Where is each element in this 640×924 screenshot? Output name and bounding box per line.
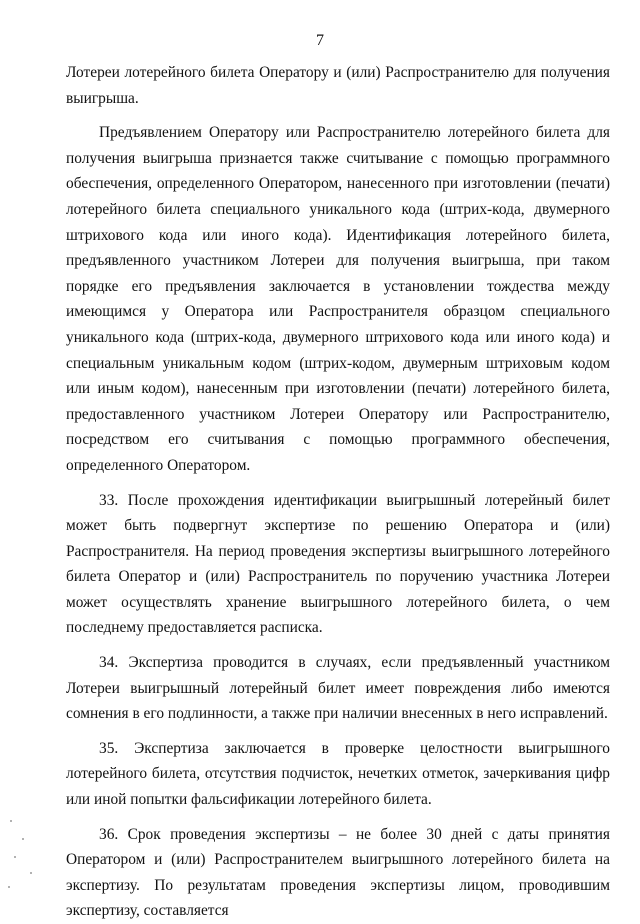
paragraph-clause-33: 33. После прохождения идентификации выигрышный лотерейный билет может быть подвергнут экспертизе по решению Оператора и (или) Распространителя. На период проведения экспертизы выигрышного лотерейного билета Оператор и (или) Распространитель по поручению участника Лотереи может осуществлять хранение выигрышного лотерейного билета, о чем последнему предоставляется расписка. xyxy=(66,491,610,637)
scan-speck xyxy=(22,838,24,840)
page-number: 7 xyxy=(316,32,324,49)
paragraph-clause-34: 34. Экспертиза проводится в случаях, если предъявленный участником Лотереи выигрышный лотерейный билет имеет повреждения либо имеются сомнения в его подлинности, а также при наличии внесенных в него исправлений. xyxy=(66,654,610,723)
scan-speck xyxy=(14,856,16,858)
paragraph-clause-35: 35. Экспертиза заключается в проверке целостности выигрышного лотерейного билета, отсутствия подчисток, нечетких отметок, зачеркивания цифр или иной попытки фальсификации лотерейного билета. xyxy=(66,739,610,809)
scan-speck xyxy=(8,886,10,888)
paragraph-barcode-identification: Предъявлением Оператору или Распространителю лотерейного билета для получения выигрыша признается также считывание с помощью программного обеспечения, определенного Оператором, нанесенного при изготовлении (печати) лотерейного билета специального уникального кода (штрих-кода, двумерного штрихового кода или иного кода). Идентификация лотерейного билета, предъявленного участником Лотереи для получения выигрыша, при таком порядке его предъявления заключается в установлении тождества между имеющимся у Оператора или Распространителя образцом специального уникального кода (штрих-кода, двумерного штрихового кода или иного кода) и специальным уникальным кодом (штрих-кодом, двумерным штриховым кодом или иным кодом), нанесенным при изготовлении (печати) лотерейного билета, предоставленного участником Лотереи Оператору или Распространителю, посредством его считывания с помощью программного обеспечения, определенного Оператором. xyxy=(66,124,610,474)
scan-speck xyxy=(10,820,12,822)
document-body xyxy=(66,60,610,924)
paragraph-continuation: Лотереи лотерейного билета Оператору и (или) Распространителю для получения выигрыша. xyxy=(66,64,610,107)
paragraph-clause-36: 36. Срок проведения экспертизы – не более 30 дней с даты принятия Оператором и (или) Распространителем выигрышного лотерейного билета на экспертизу. По результатам проведения экспертизы лицом, проводившим экспертизу, составляется xyxy=(66,825,610,920)
scan-speck xyxy=(30,872,32,874)
